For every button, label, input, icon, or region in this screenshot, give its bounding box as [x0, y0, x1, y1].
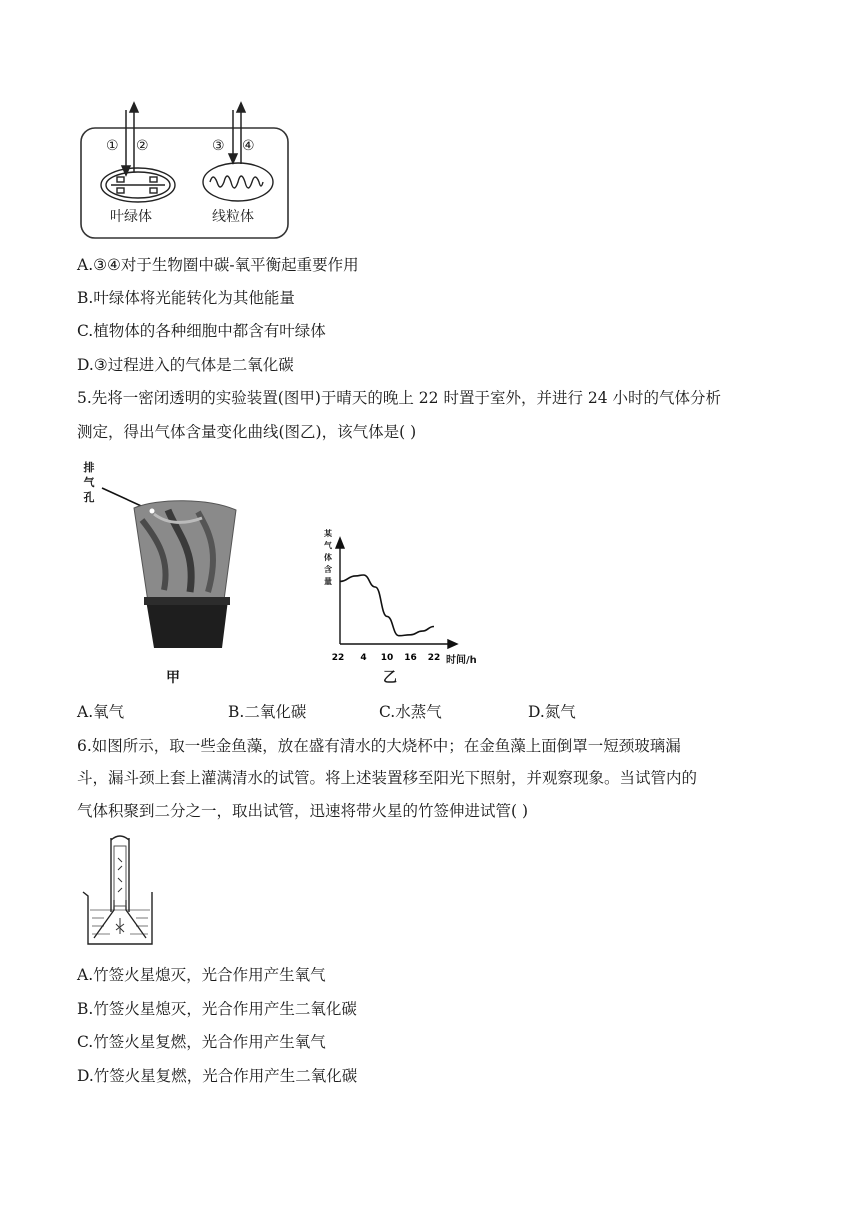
series-line [340, 575, 434, 636]
x-tick-label: 22 [427, 653, 441, 663]
mark-2: ② [136, 138, 149, 154]
mitochondrion-label: 线粒体 [212, 209, 254, 225]
x-tick-label: 22 [331, 653, 345, 663]
chart-xlabel: 时间/h [446, 655, 477, 666]
chloroplast-label: 叶绿体 [110, 209, 152, 225]
x-axis-arrow [448, 640, 457, 648]
fig-yi-caption: 乙 [383, 670, 397, 686]
q4-option-d: D.③过程进入的气体是二氧化碳 [77, 356, 294, 374]
q5-option-d: D.氮气 [528, 703, 576, 721]
x-tick-label: 16 [404, 653, 417, 663]
q6-stem-line2: 斗，漏斗颈上套上灌满清水的试管。将上述装置移至阳光下照射，并观察现象。当试管内的 [77, 769, 698, 787]
q5-stem-line2: 测定，得出气体含量变化曲线(图乙)，该气体是( ) [77, 423, 417, 441]
q6-option-c: C.竹签火星复燃，光合作用产生氧气 [77, 1033, 326, 1051]
q6-option-b: B.竹签火星熄灭，光合作用产生二氧化碳 [77, 1000, 357, 1018]
mark-3: ③ [212, 138, 225, 154]
waterweed-apparatus [80, 834, 162, 946]
mark-1: ① [106, 138, 119, 154]
q6-stem-line1: 6.如图所示，取一些金鱼藻，放在盛有清水的大烧杯中；在金鱼藻上面倒罩一短颈玻璃漏 [77, 737, 681, 755]
x-tick-label: 10 [380, 653, 394, 663]
q4-option-a: A.③④对于生物圈中碳-氧平衡起重要作用 [77, 256, 359, 274]
x-tick-label: 4 [360, 653, 367, 663]
q5-option-a: A.氧气 [77, 703, 125, 721]
q4-option-b: B.叶绿体将光能转化为其他能量 [77, 289, 295, 307]
y-axis-arrow [336, 538, 344, 548]
sealed-plant-figure [98, 480, 240, 652]
q6-option-d: D.竹签火星复燃，光合作用产生二氧化碳 [77, 1067, 358, 1085]
q4-option-c: C.植物体的各种细胞中都含有叶绿体 [77, 322, 326, 340]
q5-stem-line1: 5.先将一密闭透明的实验装置(图甲)于晴天的晚上 22 时置于室外，并进行 24 小时的气体分析 [77, 389, 722, 407]
vent-label: 排 气 孔 [83, 461, 95, 504]
gas-content-chart [326, 530, 476, 670]
mark-4: ④ [242, 138, 255, 154]
q5-option-b: B.二氧化碳 [228, 703, 307, 721]
q6-stem-line3: 气体积聚到二分之一，取出试管，迅速将带火星的竹签伸进试管( ) [77, 802, 529, 820]
fig-jia-caption: 甲 [166, 670, 180, 686]
q5-option-c: C.水蒸气 [379, 703, 442, 721]
q6-option-a: A.竹签火星熄灭，光合作用产生氧气 [77, 966, 326, 984]
chart-ylabel: 某 气 体 含 量 [324, 529, 332, 586]
